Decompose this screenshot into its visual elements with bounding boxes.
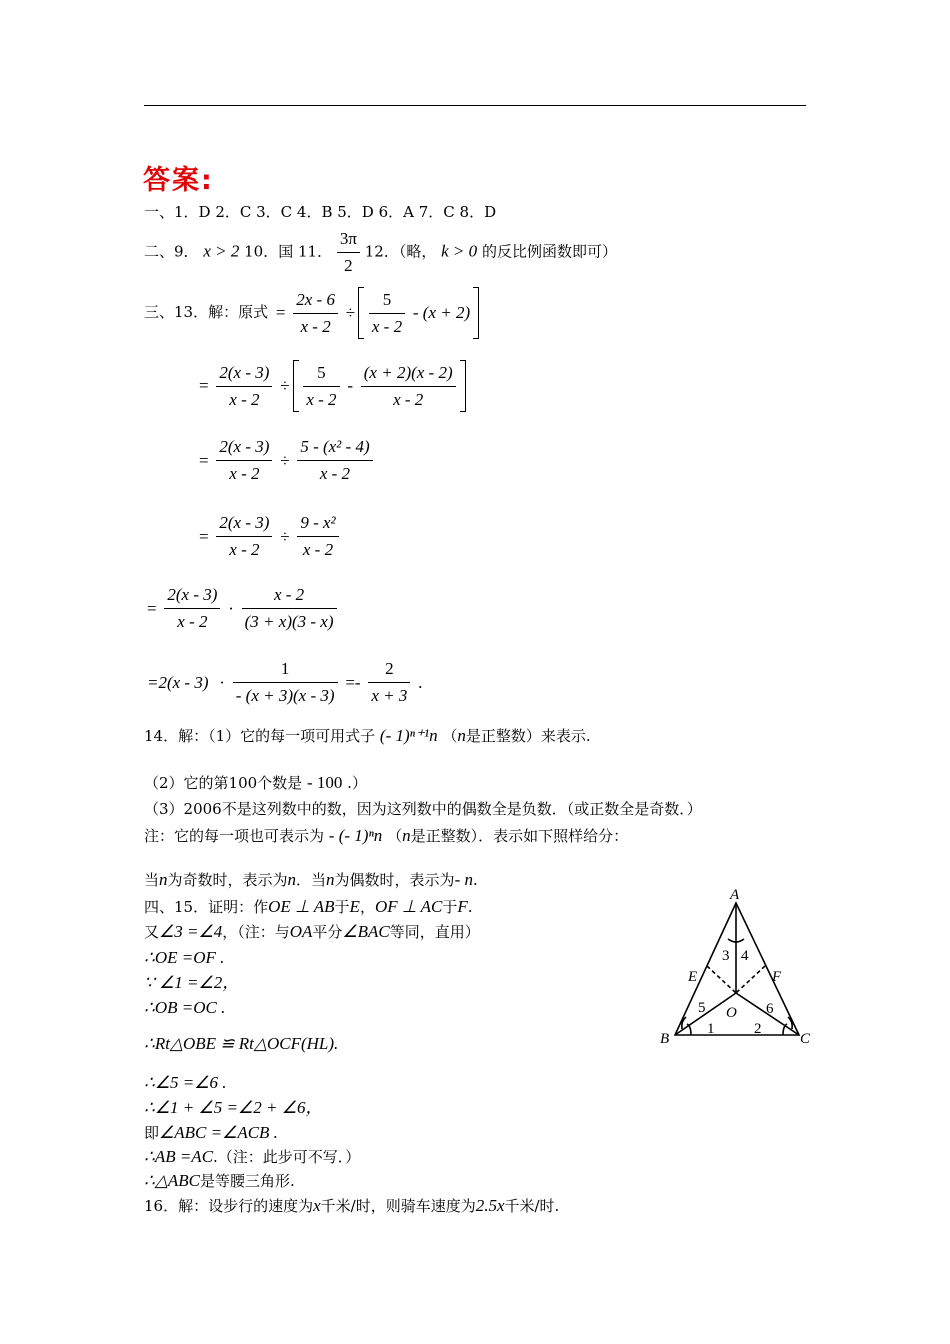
- angle-3: 3: [722, 948, 730, 964]
- q9-answer: x > 2: [203, 241, 240, 261]
- angle-5: 5: [698, 1000, 706, 1016]
- q14-line-4: 注：它的每一项也可表示为 - (- 1)ⁿn （n是正整数）．表示如下照样给分：: [144, 826, 629, 845]
- top-rule: [144, 105, 806, 106]
- q14-line-3: （3）2006不是这列数中的数，因为这列数中的偶数全是负数．（或正数全是奇数．）: [144, 800, 702, 818]
- segment-of: [736, 966, 765, 993]
- q15-line-2: 又∠3 =∠4，（注：与OA平分∠BAC等同，直用）: [144, 922, 480, 941]
- q13-step-4: = $\frac{2(x - 3)}{x - 2}$ ÷ $\frac{\text{9 - x²}}{x - 2}$: [196, 512, 339, 561]
- q14-expr: (- 1)ⁿ⁺¹n: [379, 726, 438, 745]
- triangle-figure: [655, 883, 820, 1053]
- label-e: E: [688, 969, 698, 985]
- page-title: 答案:: [143, 165, 214, 196]
- q15-line-3: ∴OE =OF .: [144, 948, 225, 967]
- label-c: C: [800, 1031, 811, 1047]
- angle-1: 1: [707, 1021, 715, 1037]
- q12-expr: k > 0: [441, 241, 478, 261]
- q14-line-5: 当n为奇数时，表示为n．当n为偶数时，表示为- n.: [144, 870, 478, 889]
- q14-line-1: 14．解：（1）它的每一项可用式子 (- 1)ⁿ⁺¹n （n是正整数）来表示.: [144, 726, 591, 745]
- label-f: F: [772, 969, 782, 985]
- sec2-prefix: 二、9．: [144, 242, 199, 261]
- q13-step-3: = $\frac{2(x - 3)}{x - 2}$ ÷ $\frac{\text{5 - (x² - 4)}}{x - 2}$: [196, 436, 373, 485]
- q16-line: 16．解：设步行的速度为x千米/时，则骑车速度为2.5x千米/时.: [144, 1196, 560, 1215]
- q13-step-6: =2(x - 3) · $\frac{1}{- (x + 3)(x - 3)}$ =- $\frac{2}{x + 3}$ .: [147, 659, 423, 705]
- q15-line-5: ∴OB =OC .: [144, 998, 226, 1017]
- segment-oe: [707, 966, 736, 993]
- section-1-answers: 一、1．D 2．C 3．C 4．B 5．D 6．A 7．C 8．D: [144, 203, 497, 221]
- q15-line-8: ∴∠1 + ∠5 =∠2 + ∠6，: [144, 1098, 323, 1117]
- q15-line-6: ∴Rt△OBE ≌ Rt△OCF(HL).: [144, 1034, 339, 1053]
- q15-line-9: 即∠ABC =∠ACB .: [144, 1123, 278, 1142]
- angle-2: 2: [754, 1021, 762, 1037]
- q11-fraction: $\frac{3\pi}{2}$: [337, 228, 360, 277]
- q13-step-2: = $\frac{2(x - 3)}{x - 2}$ ÷ $\frac{5}{x - 2}$ - $\frac{(x + 2)(x - 2)}{x - 2}$: [196, 360, 466, 412]
- q15-line-4: ∵ ∠1 =∠2，: [144, 973, 240, 992]
- q12-text: 12．（略，: [364, 242, 437, 261]
- q15-line-10: ∴AB =AC.（注：此步可不写．）: [144, 1147, 361, 1166]
- angle-6: 6: [766, 1001, 774, 1017]
- q14-line-2: （2）它的第100个数是 - 100 .）: [144, 773, 367, 792]
- q13-step-5: = $\frac{2(x - 3)}{x - 2}$ · $\frac{x - 2}{(3 + x)(3 - x)}$: [144, 584, 337, 633]
- q15-line-11: ∴△ABC是等腰三角形.: [144, 1171, 295, 1190]
- q15-line-1: 四、15．证明：作OE ⊥ AB于E，OF ⊥ AC于F.: [144, 897, 473, 916]
- q12-tail: 的反比例函数即可）: [481, 242, 617, 261]
- label-o: O: [726, 1005, 737, 1021]
- section-2-answers: [144, 228, 617, 277]
- q13-step-1: 三、13．解：原式 = $\frac{2x - 6}{x - 2}$ ÷ $\frac{5}{x - 2}$ - (x + 2): [144, 287, 479, 339]
- q13-label: 三、13．解：原式: [144, 303, 269, 321]
- label-a: A: [730, 887, 740, 903]
- q10-11-text: 10．国 11．: [244, 242, 333, 261]
- angle-4: 4: [741, 948, 749, 964]
- q15-line-7: ∴∠5 =∠6 .: [144, 1073, 227, 1092]
- label-b: B: [660, 1031, 670, 1047]
